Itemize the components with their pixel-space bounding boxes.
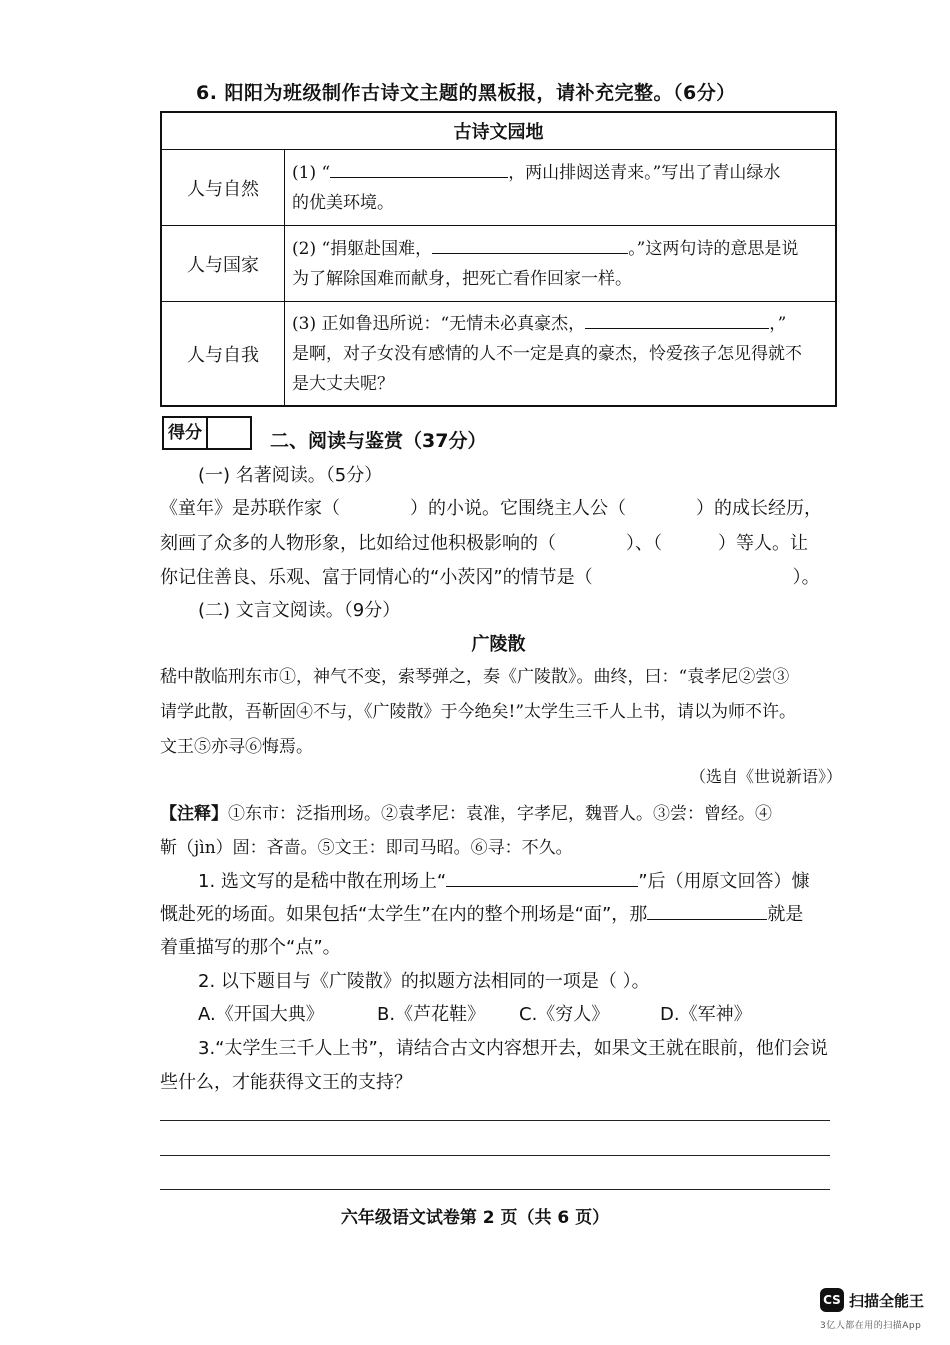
row-text: 为了解除国难而献身，把死亡看作回家一样。 <box>292 269 632 289</box>
camscanner-logo-icon: CS <box>820 1288 844 1312</box>
row-text: (3) 正如鲁迅所说：“无情未必真豪杰， <box>292 314 586 334</box>
row-text: (1) “ <box>292 163 331 183</box>
row-category: 人与自我 <box>161 302 285 407</box>
row-text: (2) “捐躯赴国难， <box>292 239 433 259</box>
notes-label: 【注释】 <box>160 804 228 824</box>
part-2-heading: (二) 文言文阅读。（9分） <box>198 600 401 621</box>
answer-blank[interactable] <box>585 308 769 329</box>
text-segment: 刻画了众多的人物形象，比如给过他积极影响的（ <box>160 533 556 554</box>
reading-line-1 <box>160 494 822 520</box>
text-segment: 慨赴死的场面。如果包括“太学生”在内的整个刑场是“面”，那 <box>160 904 648 925</box>
table-row <box>161 302 836 407</box>
watermark-name: 扫描全能王 <box>849 1292 925 1310</box>
answer-line[interactable] <box>160 1189 830 1190</box>
row-content <box>285 226 837 302</box>
question-6-title: 6. 阳阳为班级制作古诗文主题的黑板报，请补充完整。（6分） <box>196 82 736 104</box>
answer-line[interactable] <box>160 1155 830 1156</box>
text-segment: ）、（ <box>626 533 662 554</box>
option-a[interactable]: A.《开国大典》 <box>198 1004 324 1025</box>
text-segment: ）等人。让 <box>718 533 808 554</box>
text-segment: ①东市：泛指刑场。②袁孝尼：袁准，字孝尼，魏晋人。③尝：曾经。④ <box>228 804 772 824</box>
answer-line[interactable] <box>160 1120 830 1121</box>
table-header-row <box>161 112 836 150</box>
classical-text-line: 请学此散，吾靳固④不与，《广陵散》于今绝矣!”太学生三千人上书，请以为师不许。 <box>160 702 797 722</box>
option-b[interactable]: B.《芦花鞋》 <box>377 1004 486 1025</box>
text-segment: ”后（用原文回答）慷 <box>638 871 810 892</box>
classical-text-line: 嵇中散临刑东市①，神气不变，索琴弹之，奏《广陵散》。曲终，曰：“袁孝尼②尝③ <box>160 667 790 687</box>
answer-blank[interactable] <box>330 157 508 178</box>
row-text: 的优美环境。 <box>292 193 394 213</box>
text-segment: 《童年》是苏联作家（ <box>160 498 340 519</box>
watermark-subtitle: 3亿人都在用的扫描App <box>820 1321 922 1331</box>
text-segment: ）的成长经历， <box>696 498 822 519</box>
text-segment: 就是 <box>767 904 804 925</box>
reading-line-3 <box>160 563 820 589</box>
row-content <box>285 150 837 226</box>
question-2: 2. 以下题目与《广陵散》的拟题方法相同的一项是（ ）。 <box>198 971 650 992</box>
annotation-line <box>160 799 772 824</box>
option-d[interactable]: D.《军神》 <box>660 1004 752 1025</box>
question-1-line <box>198 866 810 893</box>
annotation-line: 靳（jìn）固：吝啬。⑤文王：即司马昭。⑥寻：不久。 <box>160 838 573 858</box>
question-3-line: 3.“太学生三千人上书”，请结合古文内容想开去，如果文王就在眼前，他们会说 <box>198 1038 828 1059</box>
text-segment: ）的小说。它围绕主人公（ <box>410 498 626 519</box>
score-field[interactable] <box>208 418 250 448</box>
row-text: ，” <box>769 314 787 334</box>
row-category: 人与国家 <box>161 226 285 302</box>
row-text: 是大丈夫呢？ <box>292 374 394 394</box>
section-2-title: 二、阅读与鉴赏（37分） <box>270 430 487 452</box>
poem-title: 广陵散 <box>471 634 526 655</box>
row-content <box>285 302 837 407</box>
answer-blank[interactable] <box>647 899 767 920</box>
option-c[interactable]: C.《穷人》 <box>519 1004 610 1025</box>
part-1-heading: (一) 名著阅读。（5分） <box>198 465 383 486</box>
text-segment: ）。 <box>792 567 820 588</box>
poetry-garden-table <box>160 111 837 407</box>
table-header: 古诗文园地 <box>161 112 836 150</box>
row-category: 人与自然 <box>161 150 285 226</box>
answer-blank[interactable] <box>446 866 638 887</box>
row-text: ，两山排闼送青来。”写出了青山绿水 <box>508 163 781 183</box>
score-box <box>162 416 252 450</box>
table-row <box>161 226 836 302</box>
source-note: （选自《世说新语》） <box>690 767 843 786</box>
question-1-line <box>160 899 803 926</box>
table-row <box>161 150 836 226</box>
row-text: 是啊，对子女没有感情的人不一定是真的豪杰，怜爱孩子怎见得就不 <box>292 344 802 364</box>
page-footer: 六年级语文试卷第 2 页（共 6 页） <box>340 1208 610 1228</box>
text-segment: 1. 选文写的是嵇中散在刑场上“ <box>198 871 447 892</box>
question-1-line: 着重描写的那个“点”。 <box>160 937 341 958</box>
answer-blank[interactable] <box>432 233 628 254</box>
text-segment: 你记住善良、乐观、富于同情心的“小茨冈”的情节是（ <box>160 567 593 588</box>
score-label: 得分 <box>164 418 208 448</box>
row-text: 。”这两句诗的意思是说 <box>628 239 799 259</box>
classical-text-line: 文王⑤亦寻⑥悔焉。 <box>160 737 313 757</box>
reading-line-2 <box>160 529 808 555</box>
question-3-line: 些什么，才能获得文王的支持？ <box>160 1072 412 1093</box>
